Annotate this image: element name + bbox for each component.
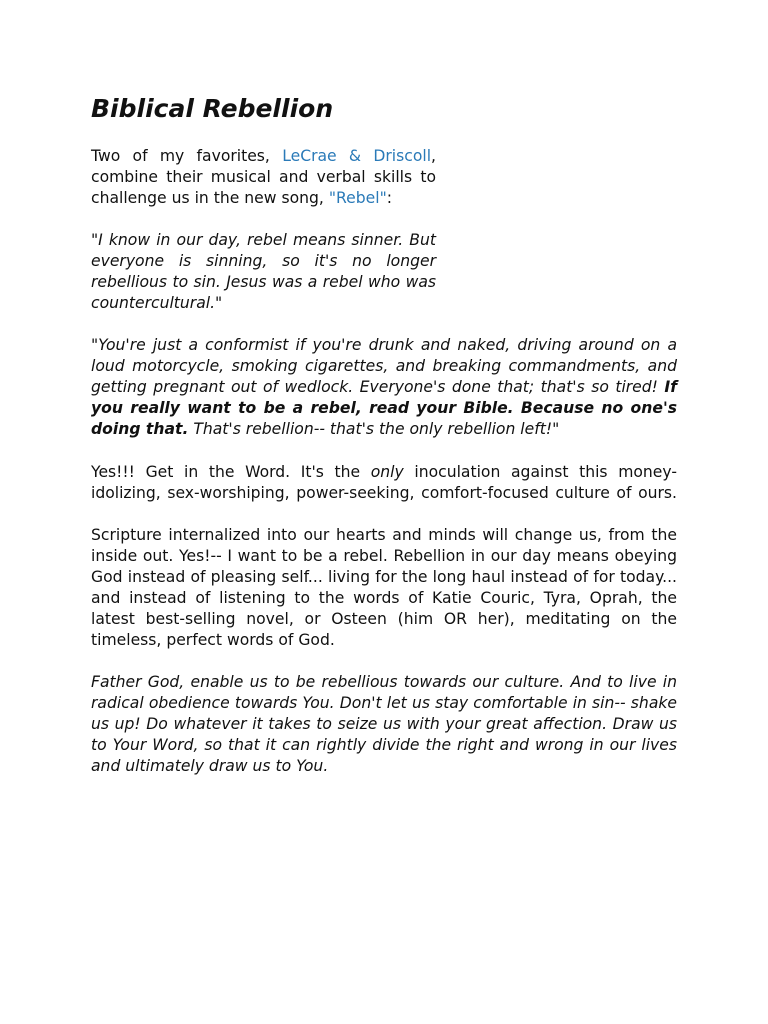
paragraph-yes-emphasis: only xyxy=(370,463,404,481)
quote-2-bold-text: If you really want to be a rebel, read your Bible. Because no one's doing that. xyxy=(91,378,677,438)
song-link[interactable]: "Rebel" xyxy=(328,189,387,207)
intro-paragraph xyxy=(91,146,436,209)
lyric-quote-2 xyxy=(91,335,677,440)
document-page xyxy=(91,92,677,777)
intro-text-middle: , combine their musical and verbal skills to challenge us in the new song, xyxy=(91,147,436,207)
lyric-quote-1: "I know in our day, rebel means sinner. But everyone is sinning, so it's no longer rebellious to sin. Jesus was a rebel who was countercultural." xyxy=(91,231,436,312)
page-title: Biblical Rebellion xyxy=(91,94,334,123)
artists-link[interactable]: LeCrae & Driscoll xyxy=(282,147,432,165)
intro-text-end: : xyxy=(386,189,393,207)
intro-text-start: Two of my favorites, xyxy=(91,147,283,165)
quote-2-text-end: That's rebellion-- that's the only rebellion left! xyxy=(188,420,553,438)
paragraph-yes-start: Yes!!! Get in the Word. It's the xyxy=(91,463,371,481)
prayer-paragraph: Father God, enable us to be rebellious towards our culture. And to live in radical obedience towards You. Don't let us stay comfortable in sin-- shake us up! Do whatever it takes to seize us with your great affection. Draw us to Your Word, so that it can rightly divide the right and wrong in our lives and ultimately draw us to You. xyxy=(91,673,677,775)
quote-2-close-mark: " xyxy=(552,420,560,438)
quote-2-text-start: "You're just a conformist if you're drunk and naked, driving around on a loud motorcycle, smoking cigarettes, and breaking commandments, and getting pregnant out of wedlock. Everyone's done that; that's so tired! xyxy=(91,336,677,396)
paragraph-yes xyxy=(91,462,677,504)
paragraph-yes-end: inoculation against this money-idolizing, sex-worshiping, power-seeking, comfort-focused culture of ours. xyxy=(91,463,677,502)
paragraph-scripture: Scripture internalized into our hearts and minds will change us, from the inside out. Yes!-- I want to be a rebel. Rebellion in our day means obeying God instead of pleasing self... living for the long haul instead of for today... and instead of listening to the words of Katie Couric, Tyra, Oprah, the latest best-selling novel, or Osteen (him OR her), meditating on the timeless, perfect words of God. xyxy=(91,526,677,649)
